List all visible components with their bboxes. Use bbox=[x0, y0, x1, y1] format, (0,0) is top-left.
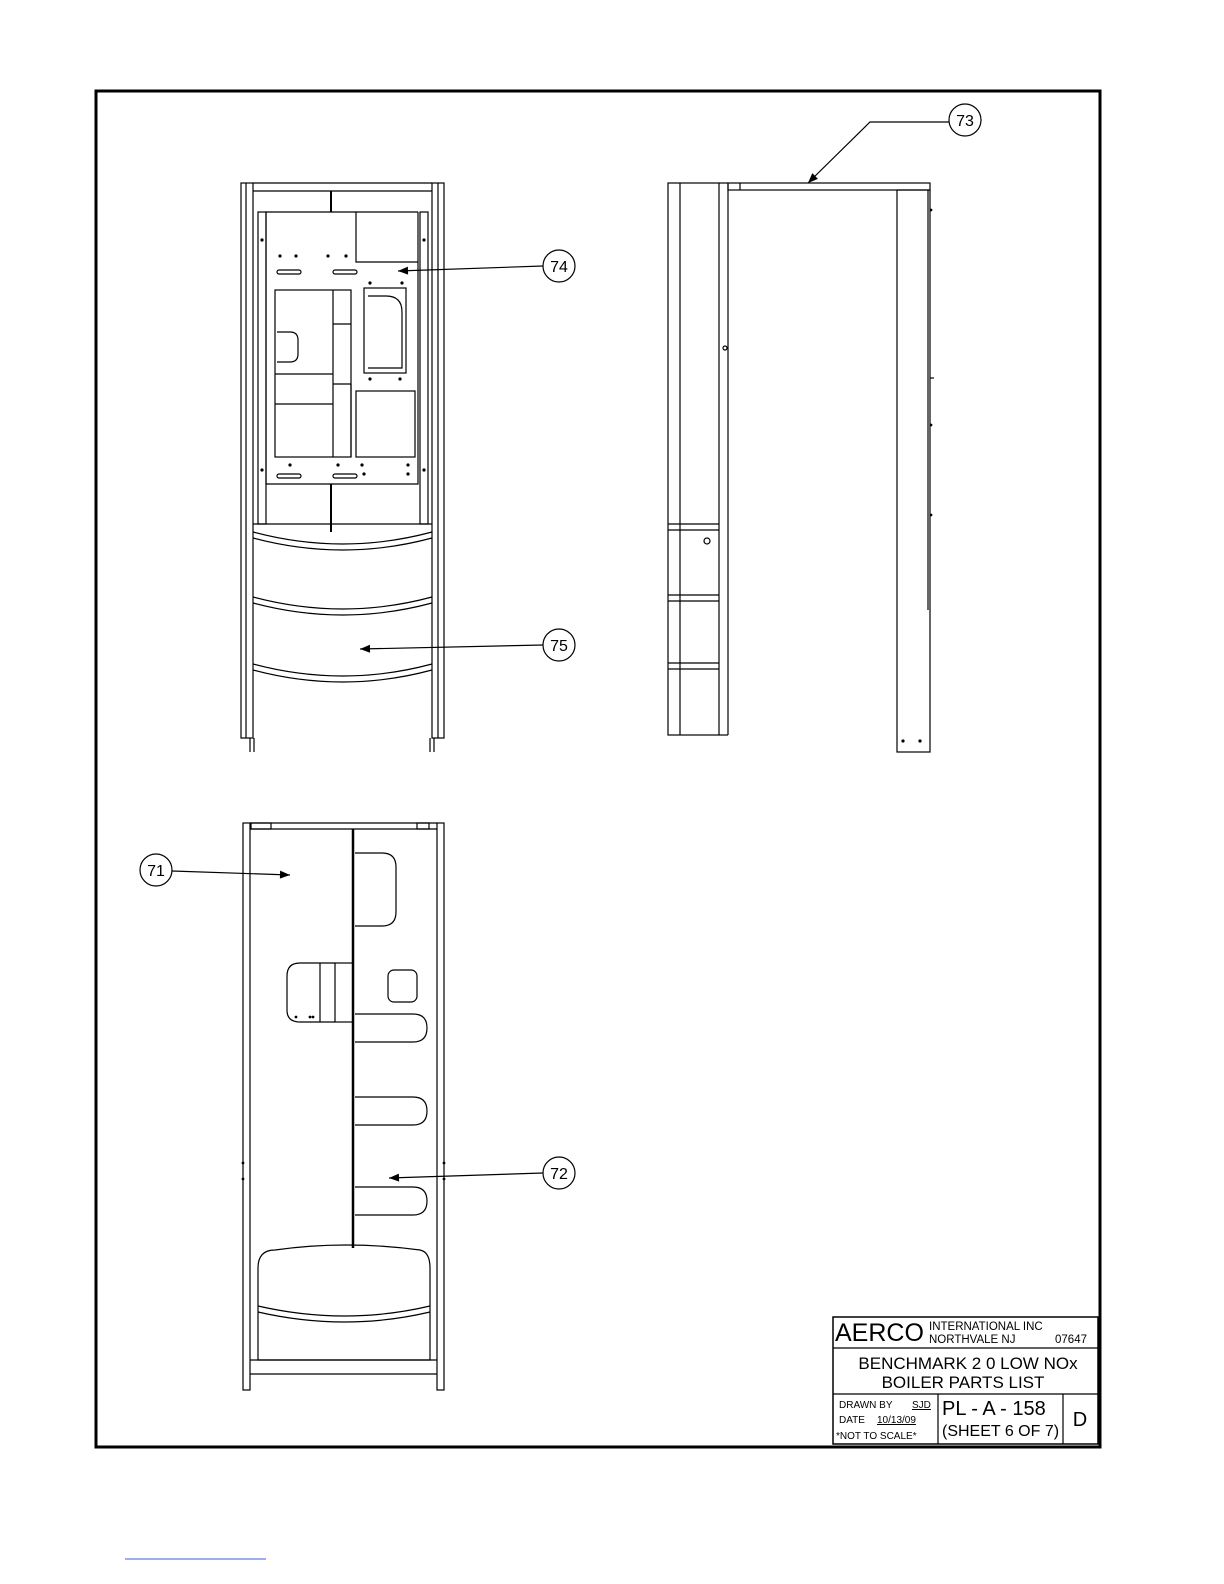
date-label: DATE bbox=[839, 1415, 865, 1426]
drawn-by-label: DRAWN BY bbox=[839, 1400, 893, 1411]
drawing-number: PL - A - 158 bbox=[942, 1398, 1046, 1420]
company-line-2: NORTHVALE NJ bbox=[929, 1334, 1016, 1346]
side-view bbox=[668, 183, 934, 752]
drawn-by-value: SJD bbox=[912, 1400, 931, 1411]
leader-73 bbox=[808, 122, 949, 183]
callout-74-label: 74 bbox=[550, 259, 568, 276]
callout-75-label: 75 bbox=[550, 638, 568, 655]
drawing-title-line-2: BOILER PARTS LIST bbox=[881, 1373, 1045, 1392]
callout-71-label: 71 bbox=[147, 863, 165, 880]
leader-75 bbox=[360, 645, 543, 649]
callout-75 bbox=[543, 629, 575, 661]
company-line-1: INTERNATIONAL INC bbox=[929, 1321, 1043, 1333]
drawing-border bbox=[96, 91, 1100, 1447]
revision-letter: D bbox=[1072, 1409, 1088, 1431]
callout-72-label: 72 bbox=[550, 1166, 568, 1183]
rear-view bbox=[242, 823, 446, 1390]
company-zip: 07647 bbox=[1055, 1334, 1087, 1346]
sheet-number: (SHEET 6 OF 7) bbox=[942, 1423, 1060, 1440]
leader-71 bbox=[172, 871, 290, 875]
callout-73 bbox=[949, 104, 981, 136]
leader-72 bbox=[389, 1173, 543, 1178]
callout-71 bbox=[140, 854, 172, 886]
date-value: 10/13/09 bbox=[877, 1415, 916, 1426]
title-block bbox=[833, 1317, 1098, 1444]
drawing-title-line-1: BENCHMARK 2 0 LOW NOx bbox=[858, 1354, 1078, 1373]
callout-72 bbox=[543, 1157, 575, 1189]
callout-73-label: 73 bbox=[956, 113, 974, 130]
company-name: AERCO bbox=[835, 1319, 924, 1347]
scale-note: *NOT TO SCALE* bbox=[836, 1431, 917, 1442]
front-view bbox=[241, 183, 444, 752]
callout-74 bbox=[543, 250, 575, 282]
